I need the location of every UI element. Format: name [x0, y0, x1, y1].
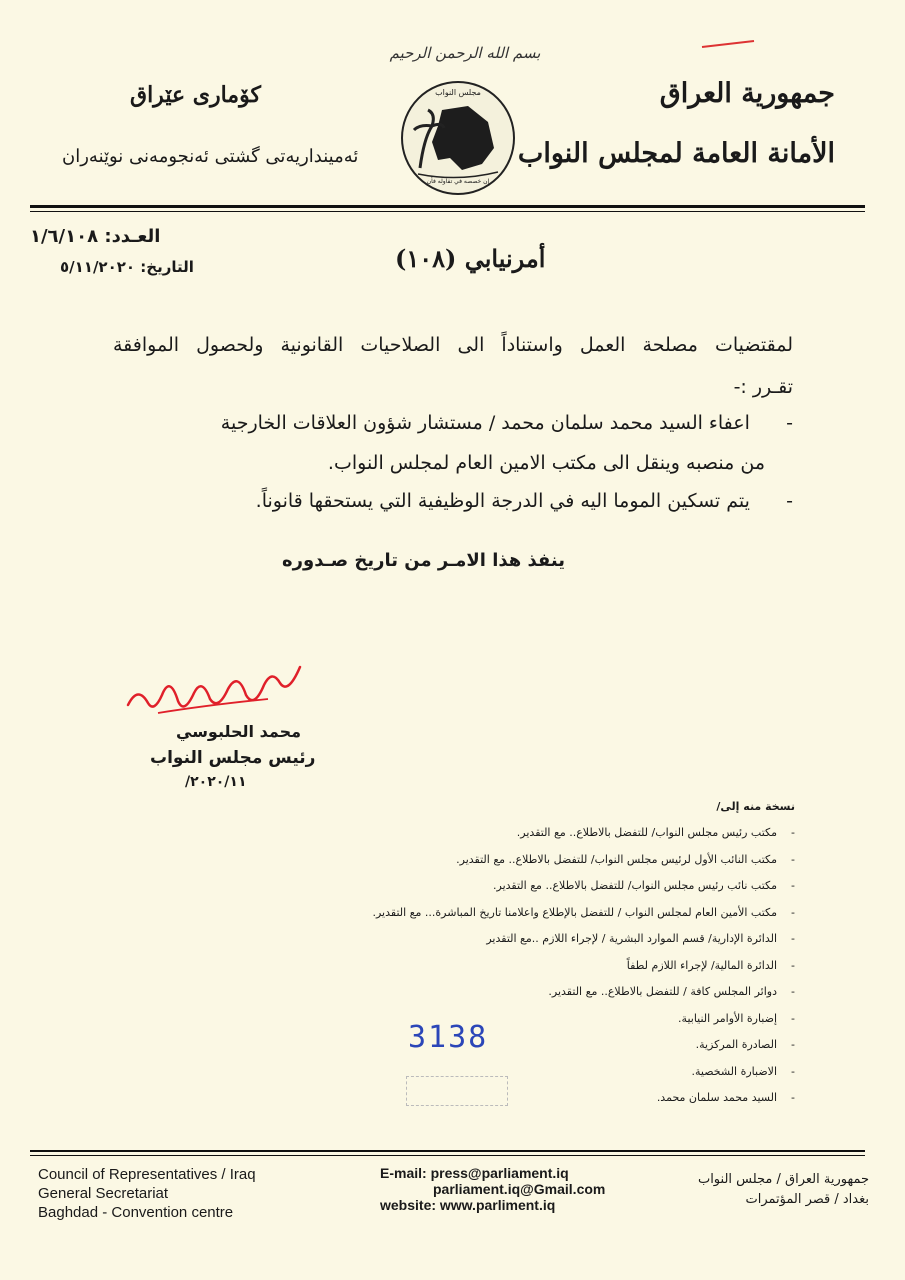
- emblem-top-text: مجلس النواب: [435, 88, 481, 97]
- footer-address-english: [38, 1165, 256, 1222]
- footer-contacts: [380, 1165, 605, 1213]
- footer-location: Baghdad - Convention centre: [38, 1204, 234, 1221]
- handwritten-signature: [118, 655, 308, 725]
- bullet-dash: -: [786, 490, 793, 512]
- header-rule-thin: [30, 211, 865, 212]
- footer-ar-line-1: جمهورية العراق / مجلس النواب: [697, 1172, 869, 1187]
- number-label: العـدد:: [104, 226, 161, 247]
- bullet-dash: -: [786, 412, 793, 434]
- list-item: -السيد محمد سلمان محمد.: [656, 1091, 795, 1104]
- order-title: أمرنيابي (١٠٨): [395, 244, 546, 273]
- document-number: [30, 226, 160, 247]
- email-label: E-mail:: [380, 1165, 427, 1181]
- body-paragraph-1: لمقتضيات مصلحة العمل واستناداً الى الصلاحيات القانونية ولحصول الموافقة: [113, 334, 793, 356]
- header-country-kurdish: کۆماری عێراق: [130, 82, 261, 108]
- list-item: -دوائر المجلس كافة / للتفضل بالاطلاع.. مع التقدير.: [548, 985, 795, 998]
- bullet-1-continuation: من منصبه وينقل الى مكتب الامين العام لمجلس النواب.: [327, 452, 765, 474]
- copies-title: نسخة منه إلى/: [716, 800, 795, 813]
- footer-dept: General Secretariat: [38, 1185, 169, 1202]
- bullet-2-text: يتم تسكين الموما اليه في الدرجة الوظيفية التي يستحقها قانوناً.: [255, 490, 750, 512]
- red-pen-mark: [700, 40, 756, 48]
- date-label: التاريخ:: [140, 258, 194, 276]
- enforcement-line: ينفذ هذا الامـر من تاريخ صـدوره: [282, 550, 565, 571]
- basmala: بسم الله الرحمن الرحيم: [389, 44, 541, 62]
- body-decision-label: تقـرر :-: [733, 376, 793, 398]
- footer-rule-thin: [30, 1155, 865, 1156]
- bullet-2: [113, 490, 793, 512]
- footer-rule: [30, 1150, 865, 1152]
- list-item: -الدائرة المالية/ لإجراء اللازم لطفاً: [626, 958, 795, 972]
- list-item: -الاضبارة الشخصية.: [691, 1064, 795, 1078]
- list-item: -إضبارة الأوامر النيابية.: [678, 1011, 795, 1025]
- signer-title: رئيس مجلس النواب: [150, 748, 316, 768]
- parliament-emblem: [398, 78, 518, 198]
- footer-ar-line-2: بغداد / قصر المؤتمرات: [745, 1192, 869, 1207]
- date-value: ٥/١١/٢٠٢٠: [60, 258, 136, 276]
- list-item: -مكتب نائب رئيس مجلس النواب/ للتفضل بالاطلاع.. مع التقدير.: [493, 879, 795, 892]
- list-item: -مكتب النائب الأول لرئيس مجلس النواب/ للتفضل بالاطلاع.. مع التقدير.: [456, 852, 795, 866]
- header-rule: [30, 205, 865, 208]
- document-date: [60, 258, 194, 276]
- footer-org: Council of Representatives / Iraq: [38, 1166, 256, 1183]
- website-link[interactable]: www.parliment.iq: [439, 1197, 556, 1213]
- bullet-1-text: اعفاء السيد محمد سلمان محمد / مستشار شؤون العلاقات الخارجية: [220, 412, 750, 434]
- handwritten-number: 3138: [408, 1020, 489, 1055]
- email-link[interactable]: press@parliament.iq: [430, 1165, 569, 1181]
- footer-address-arabic: [698, 1170, 869, 1210]
- list-item: -الصادرة المركزية.: [695, 1038, 795, 1051]
- signer-name: محمد الحلبوسي: [176, 722, 302, 741]
- list-item: -الدائرة الإدارية/ قسم الموارد البشرية / لإجراء اللازم ..مع التقدير: [486, 932, 795, 945]
- website-label: website:: [380, 1197, 437, 1213]
- header-country: جمهورية العراق: [659, 78, 835, 109]
- emblem-bottom-text: إن خصصه في تفاوله فأن: [426, 178, 490, 185]
- copies-list: [355, 824, 795, 1116]
- header-secretariat-kurdish: ئەمینداریەتی گشتی ئەنجومەنی نوێنەران: [62, 146, 359, 167]
- bullet-1: [113, 412, 793, 434]
- email-link-2[interactable]: parliament.iq@Gmail.com: [433, 1181, 606, 1197]
- signature-date: ٢٠٢٠/١١/: [185, 774, 247, 790]
- list-item: -مكتب الأمين العام لمجلس النواب / للتفضل بالإطلاع واعلامنا تاريخ المباشرة... مع التقدير.: [372, 905, 795, 919]
- number-value: ١/٦/١٠٨: [30, 226, 99, 247]
- list-item: -مكتب رئيس مجلس النواب/ للتفضل بالاطلاع.. مع التقدير.: [516, 826, 795, 839]
- header-secretariat: الأمانة العامة لمجلس النواب: [517, 138, 835, 169]
- faint-stamp: [406, 1076, 508, 1106]
